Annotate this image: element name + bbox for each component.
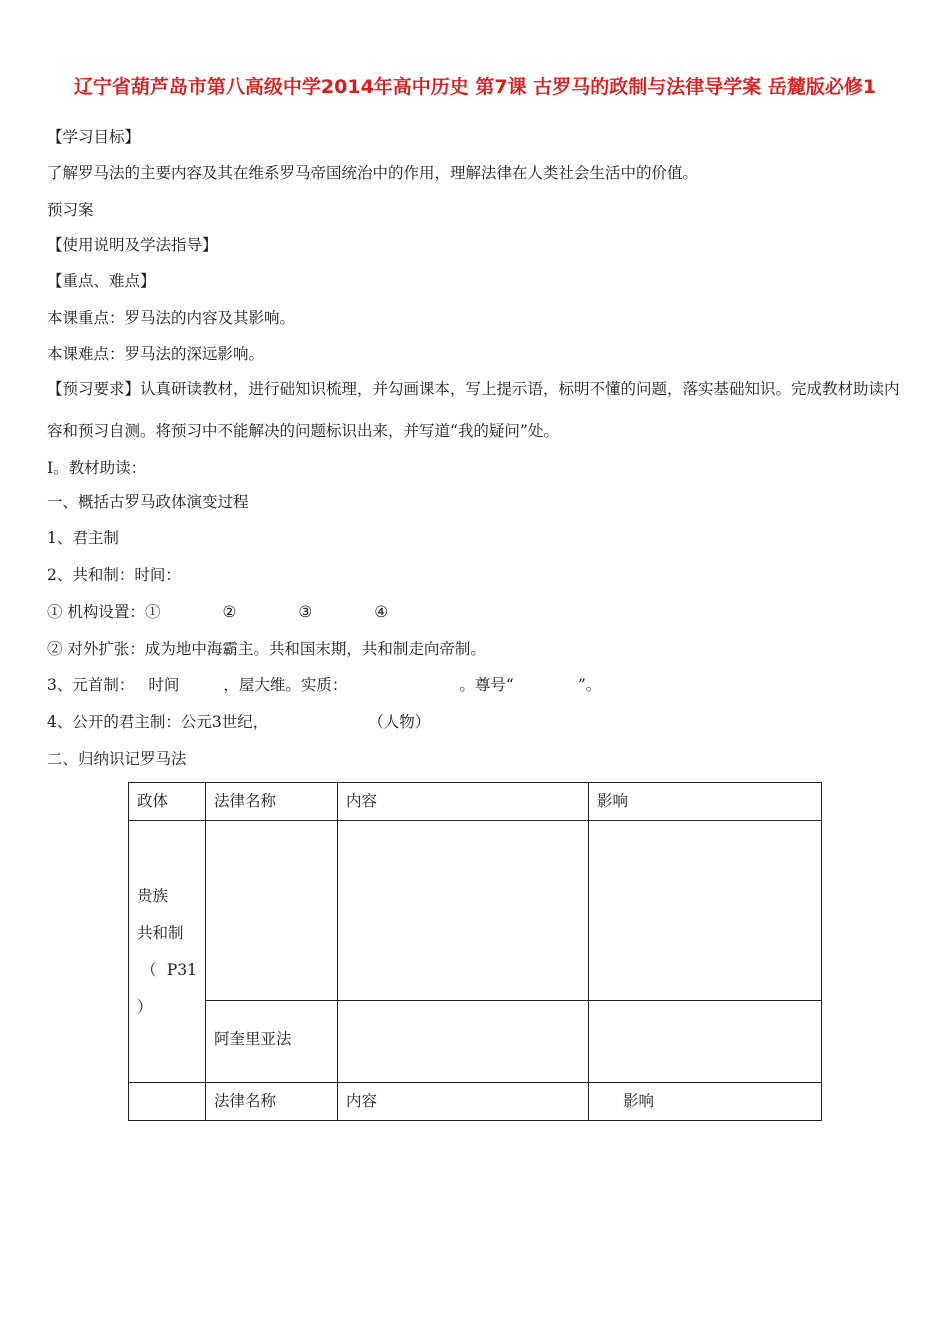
law-name-aquilian: 阿奎里亚法 bbox=[206, 1001, 338, 1083]
item-republic: 2、共和制：时间： bbox=[47, 566, 181, 584]
open-monarchy-person: （人物） bbox=[368, 713, 431, 731]
table-row bbox=[129, 1001, 822, 1083]
content-cell bbox=[338, 821, 589, 1001]
requirement-text: 认真研读教材，进行础知识梳理，并勾画课本，写上提示语，标明不懂的问题，落实基础知识。完成教材助读内容和预习自测。将预习中不能解决的问题标识出来，并写道“我的疑问”处。 bbox=[47, 380, 900, 440]
org-blank-1: ① bbox=[144, 603, 161, 621]
objective-heading: 【学习目标】 bbox=[47, 128, 141, 146]
item-principate bbox=[47, 675, 601, 695]
principate-label: 3、元首制： bbox=[47, 676, 135, 694]
law-name-cell bbox=[206, 821, 338, 1001]
table-row bbox=[129, 821, 822, 1001]
requirement-heading: 【预习要求】 bbox=[47, 380, 141, 398]
key-heading: 【重点、难点】 bbox=[47, 272, 156, 290]
footer-content: 内容 bbox=[338, 1083, 589, 1121]
section-1-heading: 一、概括古罗马政体演变过程 bbox=[47, 493, 249, 511]
table-header-row bbox=[129, 783, 822, 821]
page-title: 辽宁省葫芦岛市第八高级中学2014年高中历史 第7课 古罗马的政制与法律导学案 岳麓版必修1 bbox=[73, 76, 877, 98]
item-open-monarchy bbox=[47, 712, 430, 732]
principate-title-close: ”。 bbox=[577, 676, 602, 694]
org-blank-3: ③ bbox=[298, 603, 313, 621]
organization-label: ① 机构设置： bbox=[47, 603, 145, 621]
table-footer-row bbox=[129, 1083, 822, 1121]
usage-heading: 【使用说明及学法指导】 bbox=[47, 236, 218, 254]
header-influence: 影响 bbox=[589, 783, 822, 821]
objective-text: 了解罗马法的主要内容及其在维系罗马帝国统治中的作用，理解法律在人类社会生活中的价值。 bbox=[47, 164, 699, 182]
principate-time: 时间 bbox=[148, 676, 180, 694]
regime-line-4: ） bbox=[137, 997, 153, 1016]
difficult-point: 本课难点：罗马法的深远影响。 bbox=[47, 345, 265, 363]
preview-case-label: 预习案 bbox=[47, 201, 94, 219]
principate-title-open: 。尊号“ bbox=[459, 676, 514, 694]
footer-influence: 影响 bbox=[589, 1083, 822, 1121]
content-cell bbox=[338, 1001, 589, 1083]
org-blank-2: ② bbox=[222, 603, 237, 621]
organization-setup bbox=[47, 602, 388, 622]
influence-cell bbox=[589, 821, 822, 1001]
roman-law-table bbox=[128, 782, 822, 1121]
regime-line-3: （ P31 bbox=[141, 960, 197, 979]
external-expansion: ② 对外扩张：成为地中海霸主。共和国末期，共和制走向帝制。 bbox=[47, 640, 486, 658]
org-blank-4: ④ bbox=[374, 603, 389, 621]
footer-regime-cell bbox=[129, 1083, 206, 1121]
item-monarchy: 1、君主制 bbox=[47, 529, 119, 547]
header-regime: 政体 bbox=[129, 783, 206, 821]
regime-cell bbox=[129, 821, 206, 1083]
header-content: 内容 bbox=[338, 783, 589, 821]
footer-law-name: 法律名称 bbox=[206, 1083, 338, 1121]
textbook-aid-label: Ⅰ。教材助读： bbox=[47, 459, 147, 477]
open-monarchy-label: 4、公开的君主制：公元3世纪， bbox=[47, 713, 269, 731]
key-point: 本课重点：罗马法的内容及其影响。 bbox=[47, 309, 296, 327]
section-2-heading: 二、归纳识记罗马法 bbox=[47, 750, 187, 768]
preview-requirement bbox=[47, 368, 907, 452]
regime-line-1: 贵族 bbox=[137, 886, 169, 905]
regime-line-2: 共和制 bbox=[137, 923, 184, 942]
influence-cell bbox=[589, 1001, 822, 1083]
principate-essence: ，屋大维。实质： bbox=[223, 676, 348, 694]
header-law-name: 法律名称 bbox=[206, 783, 338, 821]
